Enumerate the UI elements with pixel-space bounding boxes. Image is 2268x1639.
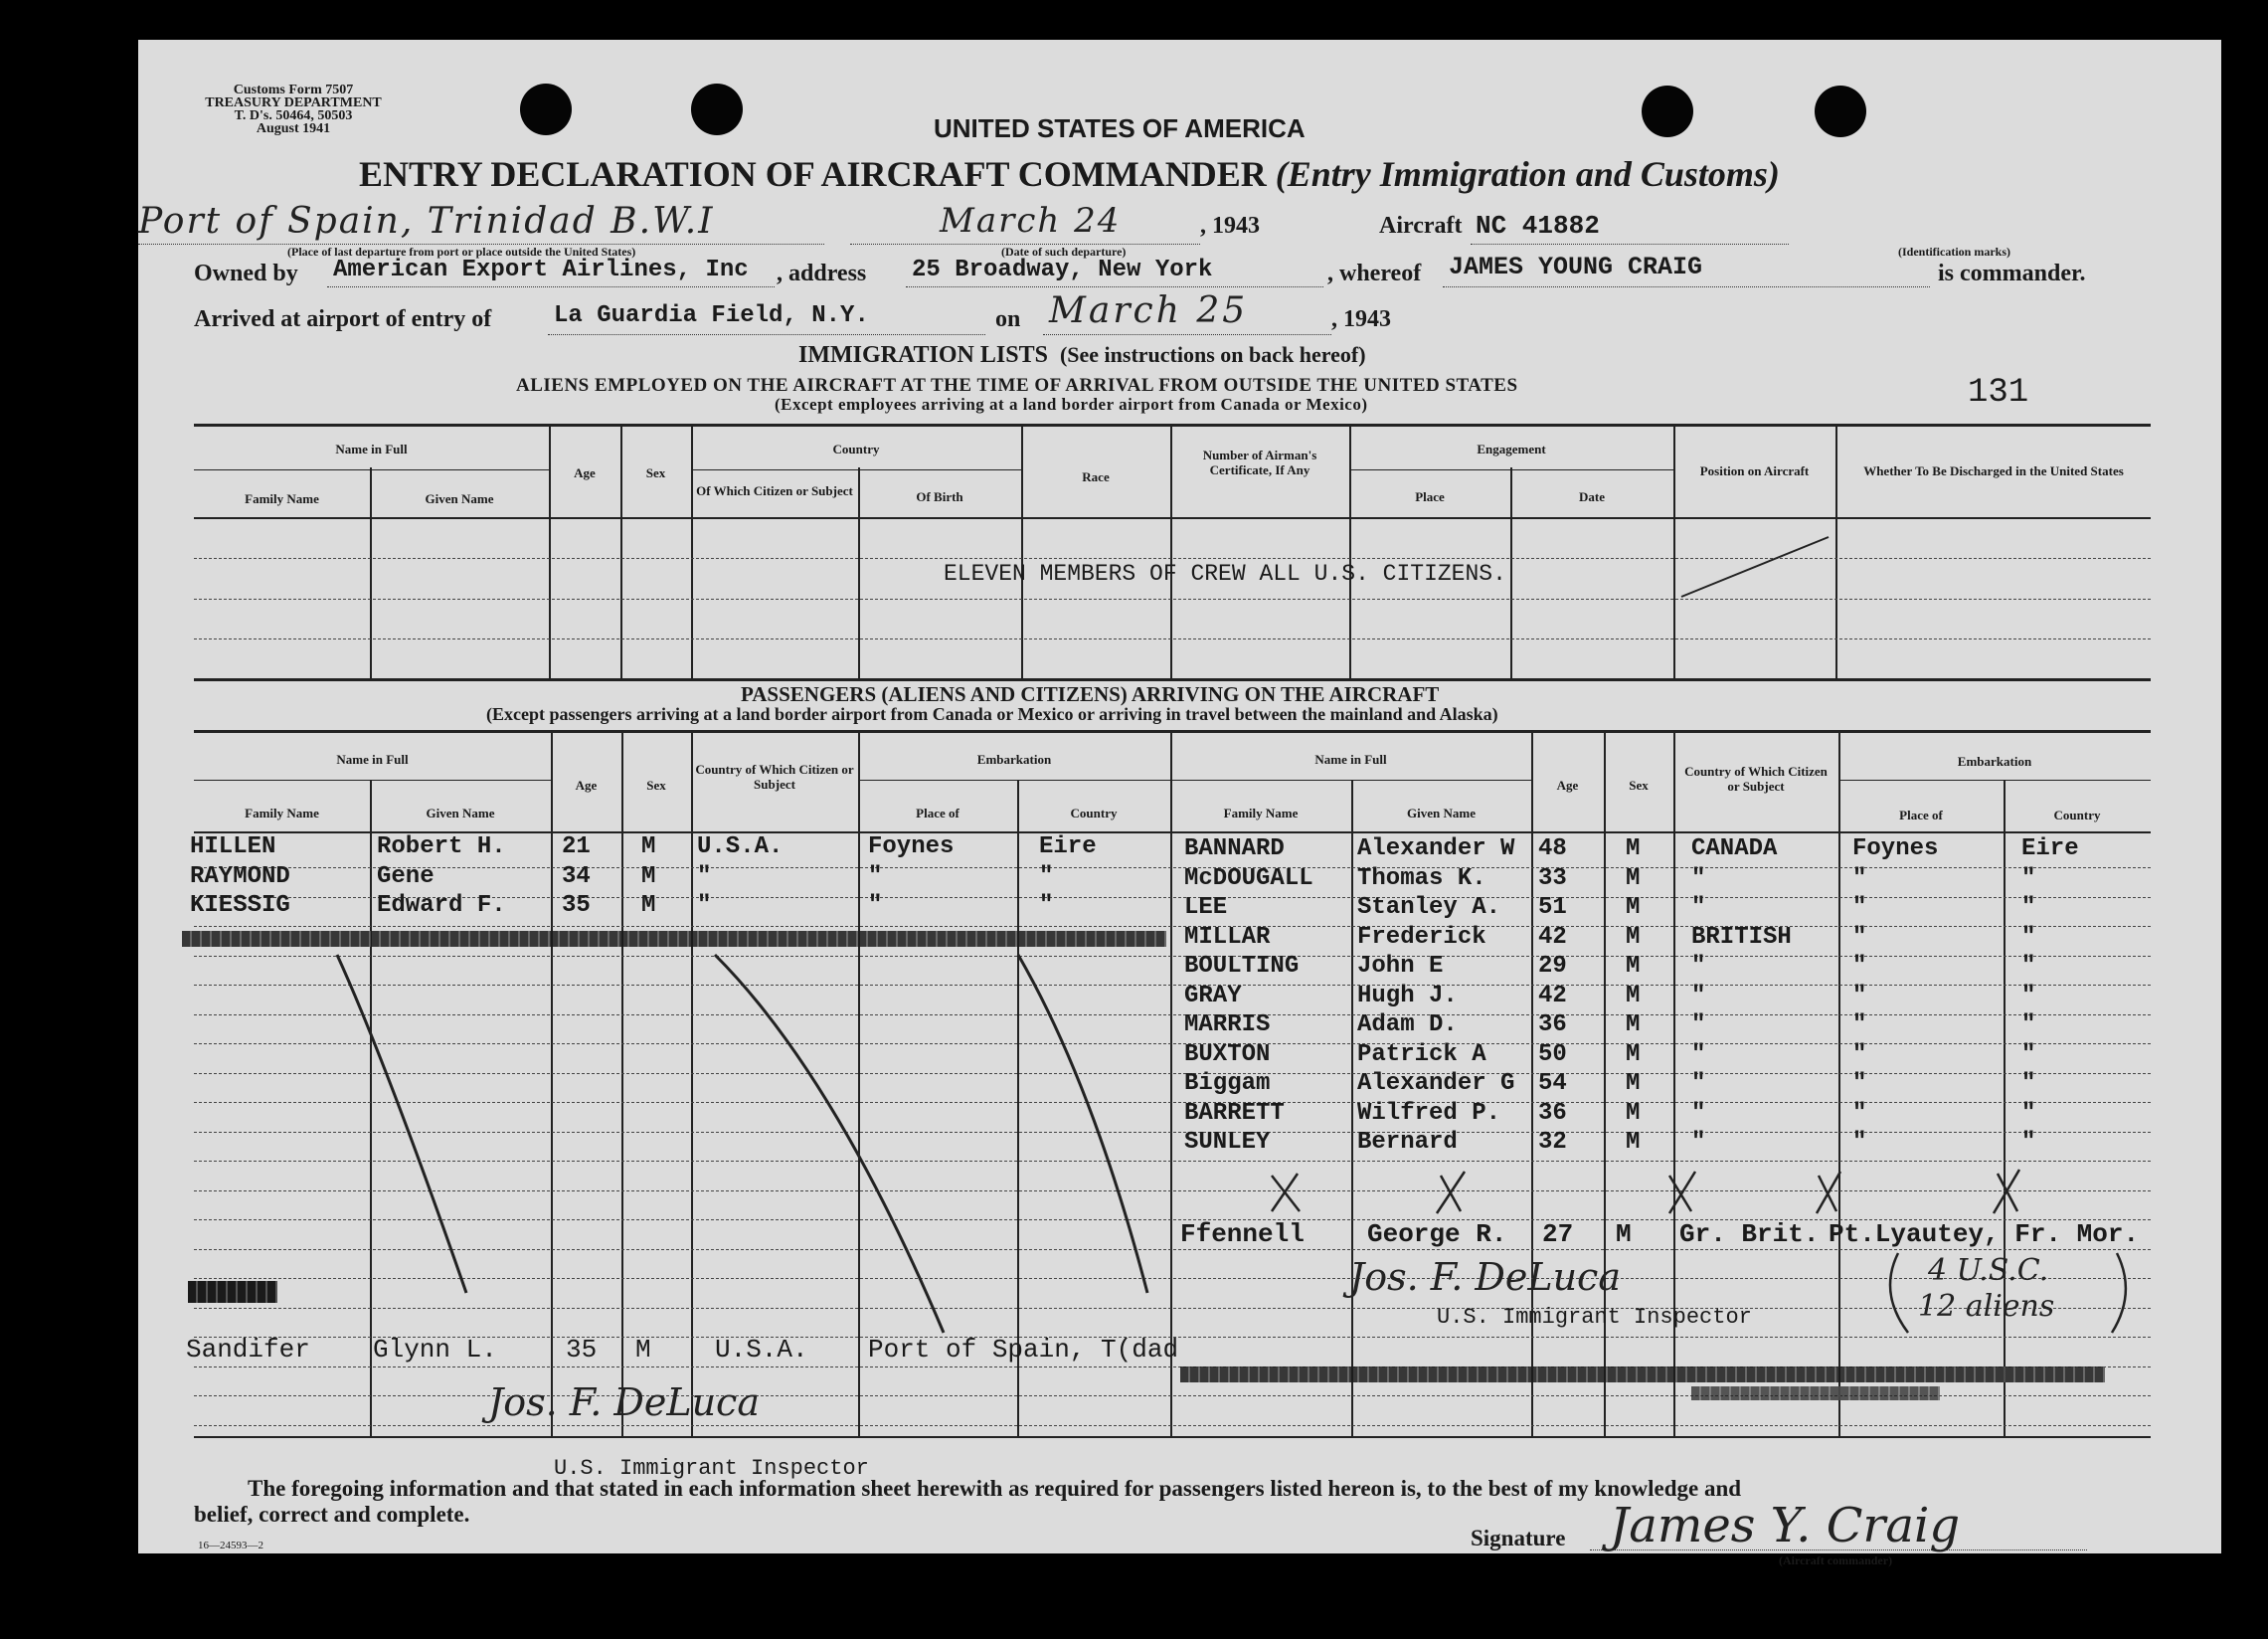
left-passenger-age: 21 (562, 833, 591, 860)
right-passenger-citizen: " (1691, 1011, 1706, 1038)
owner: American Export Airlines, Inc (333, 257, 749, 283)
right-passenger-family: SUNLEY (1184, 1129, 1271, 1156)
id-caption: (Identification marks) (1898, 245, 2010, 259)
pax-col-family-right: Family Name (1223, 806, 1299, 820)
pax-col-age: Age (575, 778, 598, 793)
aliens-header: ALIENS EMPLOYED ON THE AIRCRAFT AT THE TIME OF ARRIVAL FROM OUTSIDE THE UNITED STATES (516, 375, 1518, 396)
address: 25 Broadway, New York (912, 257, 1213, 283)
arrived-label: Arrived at airport of entry of (194, 306, 492, 332)
statement-line-2: belief, correct and complete. (194, 1502, 470, 1527)
declaration-form (138, 40, 2221, 1567)
tally-us: 4 U.S.C. (1928, 1253, 2049, 1288)
right-passenger-country: " (2021, 923, 2036, 951)
right-passenger-sex: M (1626, 1129, 1641, 1156)
cancellation-strokes (138, 40, 2221, 1553)
pax-col-country-right: Country (2053, 808, 2101, 822)
is-commander-label: is commander. (1938, 261, 2086, 286)
right-passenger-age: 54 (1538, 1070, 1567, 1097)
ffennell-given: George R. (1367, 1219, 1507, 1249)
right-passenger-citizen: " (1691, 1099, 1706, 1127)
crew-col-position: Position on Aircraft (1699, 463, 1810, 478)
left-passenger-place: Foynes (868, 833, 955, 860)
right-passenger-given: John E (1357, 953, 1444, 980)
right-passenger-citizen: CANADA (1691, 835, 1778, 862)
crew-col-place: Place (1415, 489, 1445, 504)
aircraft-id: NC 41882 (1476, 211, 1600, 241)
pax-col-given-right: Given Name (1407, 806, 1476, 820)
country-heading: UNITED STATES OF AMERICA (934, 113, 1306, 143)
pax-col-embarkation: Embarkation (976, 752, 1052, 767)
right-passenger-country: Eire (2021, 835, 2079, 862)
address-label: , address (777, 261, 867, 286)
right-passenger-place: " (1852, 864, 1867, 892)
left-passenger-family: KIESSIG (190, 892, 290, 919)
pax-col-age-right: Age (1556, 778, 1579, 793)
form-date: August 1941 (256, 121, 331, 136)
right-passenger-given: Wilfred P. (1357, 1099, 1501, 1127)
right-passenger-given: Thomas K. (1357, 864, 1486, 892)
right-passenger-country: " (2021, 982, 2036, 1009)
left-passenger-given: Gene (377, 862, 435, 890)
passengers-note: (Except passengers arriving at a land border airport from Canada or Mexico or arriving in travel between the mainland and Alaska) (486, 704, 1498, 724)
right-passenger-sex: M (1626, 1040, 1641, 1068)
pax-col-embarkation-right: Embarkation (1957, 754, 2032, 769)
right-passenger-sex: M (1626, 982, 1641, 1009)
right-passenger-place: " (1852, 1070, 1867, 1097)
pax-col-given: Given Name (426, 806, 495, 820)
ffennell-family: Ffennell (1180, 1219, 1305, 1249)
right-passenger-place: " (1852, 923, 1867, 951)
left-passenger-sex: M (641, 862, 656, 890)
signature-caption: (Aircraft commander) (1779, 1553, 1893, 1567)
right-passenger-citizen: " (1691, 1129, 1706, 1156)
right-passenger-place: Foynes (1852, 835, 1939, 862)
immigration-note: (See instructions on back hereof) (1059, 342, 1366, 367)
right-passenger-age: 48 (1538, 835, 1567, 862)
crew-col-age: Age (574, 465, 596, 480)
right-passenger-age: 33 (1538, 864, 1567, 892)
right-passenger-age: 42 (1538, 982, 1567, 1009)
tds: T. D's. 50464, 50503 (234, 108, 353, 123)
right-passenger-place: " (1852, 982, 1867, 1009)
right-passenger-family: LEE (1184, 894, 1228, 921)
right-passenger-given: Alexander G (1357, 1070, 1515, 1097)
right-passenger-citizen: BRITISH (1691, 923, 1792, 951)
right-passenger-country: " (2021, 953, 2036, 980)
right-passenger-family: MARRIS (1184, 1011, 1271, 1038)
pax-col-citizen-right: Country of Which Citizen or Subject (1684, 764, 1828, 794)
left-passenger-country: " (1039, 892, 1054, 919)
title-sub: (Entry Immigration and Customs) (1275, 154, 1780, 194)
right-passenger-citizen: " (1691, 864, 1706, 892)
right-passenger-age: 36 (1538, 1011, 1567, 1038)
left-passenger-sex: M (641, 833, 656, 860)
right-passenger-family: GRAY (1184, 982, 1242, 1009)
sandifer-citizen: U.S.A. (715, 1335, 808, 1365)
right-passenger-sex: M (1626, 923, 1641, 951)
right-passenger-family: BARRETT (1184, 1099, 1285, 1127)
right-passenger-given: Patrick A (1357, 1040, 1486, 1068)
sandifer-family: Sandifer (186, 1335, 310, 1365)
right-passenger-sex: M (1626, 894, 1641, 921)
commander-name: JAMES YOUNG CRAIG (1449, 253, 1703, 281)
right-passenger-age: 32 (1538, 1129, 1567, 1156)
right-passenger-citizen: " (1691, 894, 1706, 921)
sandifer-given: Glynn L. (373, 1335, 497, 1365)
right-passenger-place: " (1852, 953, 1867, 980)
departure-year: , 1943 (1200, 213, 1260, 239)
crew-col-sex: Sex (645, 465, 666, 480)
right-passenger-family: BUXTON (1184, 1040, 1271, 1068)
right-passenger-place: " (1852, 1099, 1867, 1127)
pax-col-place-right: Place of (1899, 808, 1943, 822)
passengers-header: PASSENGERS (ALIENS AND CITIZENS) ARRIVING ON THE AIRCRAFT (741, 682, 1440, 706)
crew-col-engagement: Engagement (1477, 442, 1546, 456)
left-passenger-place: " (868, 892, 883, 919)
arrival-year: , 1943 (1331, 306, 1391, 332)
crew-col-date: Date (1579, 489, 1605, 504)
right-passenger-place: " (1852, 1011, 1867, 1038)
aliens-note: (Except employees arriving at a land border airport from Canada or Mexico) (775, 395, 1368, 414)
left-passenger-citizen: " (697, 862, 712, 890)
crew-note: ELEVEN MEMBERS OF CREW ALL U.S. CITIZENS. (944, 561, 1506, 587)
form-number: Customs Form 7507 (233, 83, 354, 97)
right-passenger-country: " (2021, 1099, 2036, 1127)
right-passenger-sex: M (1626, 1011, 1641, 1038)
pax-col-citizen: Country of Which Citizen or Subject (695, 762, 854, 792)
sandifer-sex: M (635, 1335, 651, 1365)
right-passenger-citizen: " (1691, 982, 1706, 1009)
port-caption: (Place of last departure from port or place outside the United States) (287, 245, 636, 259)
owned-by-label: Owned by (194, 261, 298, 286)
right-passenger-given: Alexander W (1357, 835, 1515, 862)
crew-col-given: Given Name (425, 491, 494, 506)
whereof-label: , whereof (1327, 261, 1422, 286)
port-of-departure: Port of Spain, Trinidad B.W.I (138, 201, 715, 242)
right-passenger-given: Frederick (1357, 923, 1486, 951)
date-caption: (Date of such departure) (1001, 245, 1127, 259)
immigration-title: IMMIGRATION LISTS (798, 342, 1048, 368)
airport: La Guardia Field, N.Y. (554, 302, 869, 329)
left-passenger-given: Robert H. (377, 833, 506, 860)
left-passenger-age: 34 (562, 862, 591, 890)
crew-col-citizen: Of Which Citizen or Subject (696, 483, 853, 498)
pax-col-country: Country (1070, 806, 1118, 820)
pax-col-name-right: Name in Full (1314, 752, 1387, 767)
right-passenger-sex: M (1626, 1070, 1641, 1097)
right-passenger-family: MILLAR (1184, 923, 1271, 951)
inspector-signature: Jos. F. DeLuca (1349, 1255, 1621, 1299)
ffennell-citizen: Gr. Brit. (1679, 1219, 1820, 1249)
ffennell-sex: M (1616, 1219, 1632, 1249)
pax-col-name: Name in Full (336, 752, 409, 767)
sandifer-place: Port of Spain, T(dad (868, 1335, 1179, 1365)
left-passenger-age: 35 (562, 892, 591, 919)
right-passenger-country: " (2021, 864, 2036, 892)
crew-col-name: Name in Full (335, 442, 408, 456)
inspector-title-2: U.S. Immigrant Inspector (554, 1456, 869, 1481)
pax-col-family: Family Name (245, 806, 319, 820)
sandifer-age: 35 (566, 1335, 598, 1365)
crew-col-family: Family Name (245, 491, 319, 506)
crew-col-race: Race (1082, 469, 1110, 484)
left-passenger-family: HILLEN (190, 833, 276, 860)
right-passenger-given: Bernard (1357, 1129, 1458, 1156)
right-passenger-country: " (2021, 1011, 2036, 1038)
right-passenger-citizen: " (1691, 1070, 1706, 1097)
departure-date: March 24 (940, 201, 1122, 241)
right-passenger-given: Stanley A. (1357, 894, 1501, 921)
right-passenger-country: " (2021, 1129, 2036, 1156)
right-passenger-family: BOULTING (1184, 953, 1300, 980)
inspector-title: U.S. Immigrant Inspector (1437, 1305, 1752, 1330)
crew-col-birth: Of Birth (916, 489, 963, 504)
commander-signature: James Y. Craig (1610, 1498, 1961, 1553)
right-passenger-sex: M (1626, 835, 1641, 862)
right-passenger-family: BANNARD (1184, 835, 1285, 862)
right-passenger-age: 36 (1538, 1099, 1567, 1127)
right-passenger-family: Biggam (1184, 1070, 1271, 1097)
right-passenger-country: " (2021, 894, 2036, 921)
left-passenger-citizen: " (697, 892, 712, 919)
crew-col-discharged: Whether To Be Discharged in the United States (1863, 463, 2124, 478)
right-passenger-country: " (2021, 1040, 2036, 1068)
print-code: 16—24593—2 (198, 1540, 263, 1551)
right-passenger-given: Hugh J. (1357, 982, 1458, 1009)
inspector-signature-2: Jos. F. DeLuca (488, 1380, 760, 1424)
right-passenger-country: " (2021, 1070, 2036, 1097)
right-passenger-age: 50 (1538, 1040, 1567, 1068)
right-passenger-place: " (1852, 1129, 1867, 1156)
statement-line-1: The foregoing information and that stated in each information sheet herewith as required for passengers listed hereon is, to the best of my knowledge and (248, 1476, 1742, 1501)
signature-label: Signature (1471, 1526, 1566, 1550)
right-passenger-citizen: " (1691, 1040, 1706, 1068)
left-passenger-country: " (1039, 862, 1054, 890)
left-passenger-sex: M (641, 892, 656, 919)
right-passenger-age: 29 (1538, 953, 1567, 980)
title-main: ENTRY DECLARATION OF AIRCRAFT COMMANDER (359, 154, 1267, 194)
left-passenger-family: RAYMOND (190, 862, 290, 890)
pax-col-sex: Sex (646, 778, 666, 793)
tally-aliens: 12 aliens (1918, 1289, 2055, 1324)
right-passenger-given: Adam D. (1357, 1011, 1458, 1038)
arrival-date: March 25 (1049, 290, 1249, 331)
left-passenger-citizen: U.S.A. (697, 833, 784, 860)
aircraft-label: Aircraft (1379, 213, 1463, 239)
pax-col-sex-right: Sex (1629, 778, 1649, 793)
right-passenger-age: 42 (1538, 923, 1567, 951)
left-passenger-place: " (868, 862, 883, 890)
right-passenger-sex: M (1626, 1099, 1641, 1127)
ffennell-place: Pt.Lyautey, Fr. Mor. (1829, 1219, 2140, 1249)
right-passenger-place: " (1852, 894, 1867, 921)
ffennell-age: 27 (1542, 1219, 1574, 1249)
left-passenger-given: Edward F. (377, 892, 506, 919)
right-passenger-sex: M (1626, 953, 1641, 980)
right-passenger-sex: M (1626, 864, 1641, 892)
right-passenger-citizen: " (1691, 953, 1706, 980)
crew-col-certificate: Number of Airman's Certificate, If Any (1202, 448, 1317, 477)
right-passenger-age: 51 (1538, 894, 1567, 921)
sheet-number: 131 (1968, 374, 2029, 412)
pax-col-place: Place of (916, 806, 960, 820)
right-passenger-family: McDOUGALL (1184, 864, 1313, 892)
crew-col-country: Country (832, 442, 880, 456)
on-label: on (995, 306, 1021, 332)
right-passenger-place: " (1852, 1040, 1867, 1068)
left-passenger-country: Eire (1039, 833, 1097, 860)
department: TREASURY DEPARTMENT (205, 95, 382, 110)
